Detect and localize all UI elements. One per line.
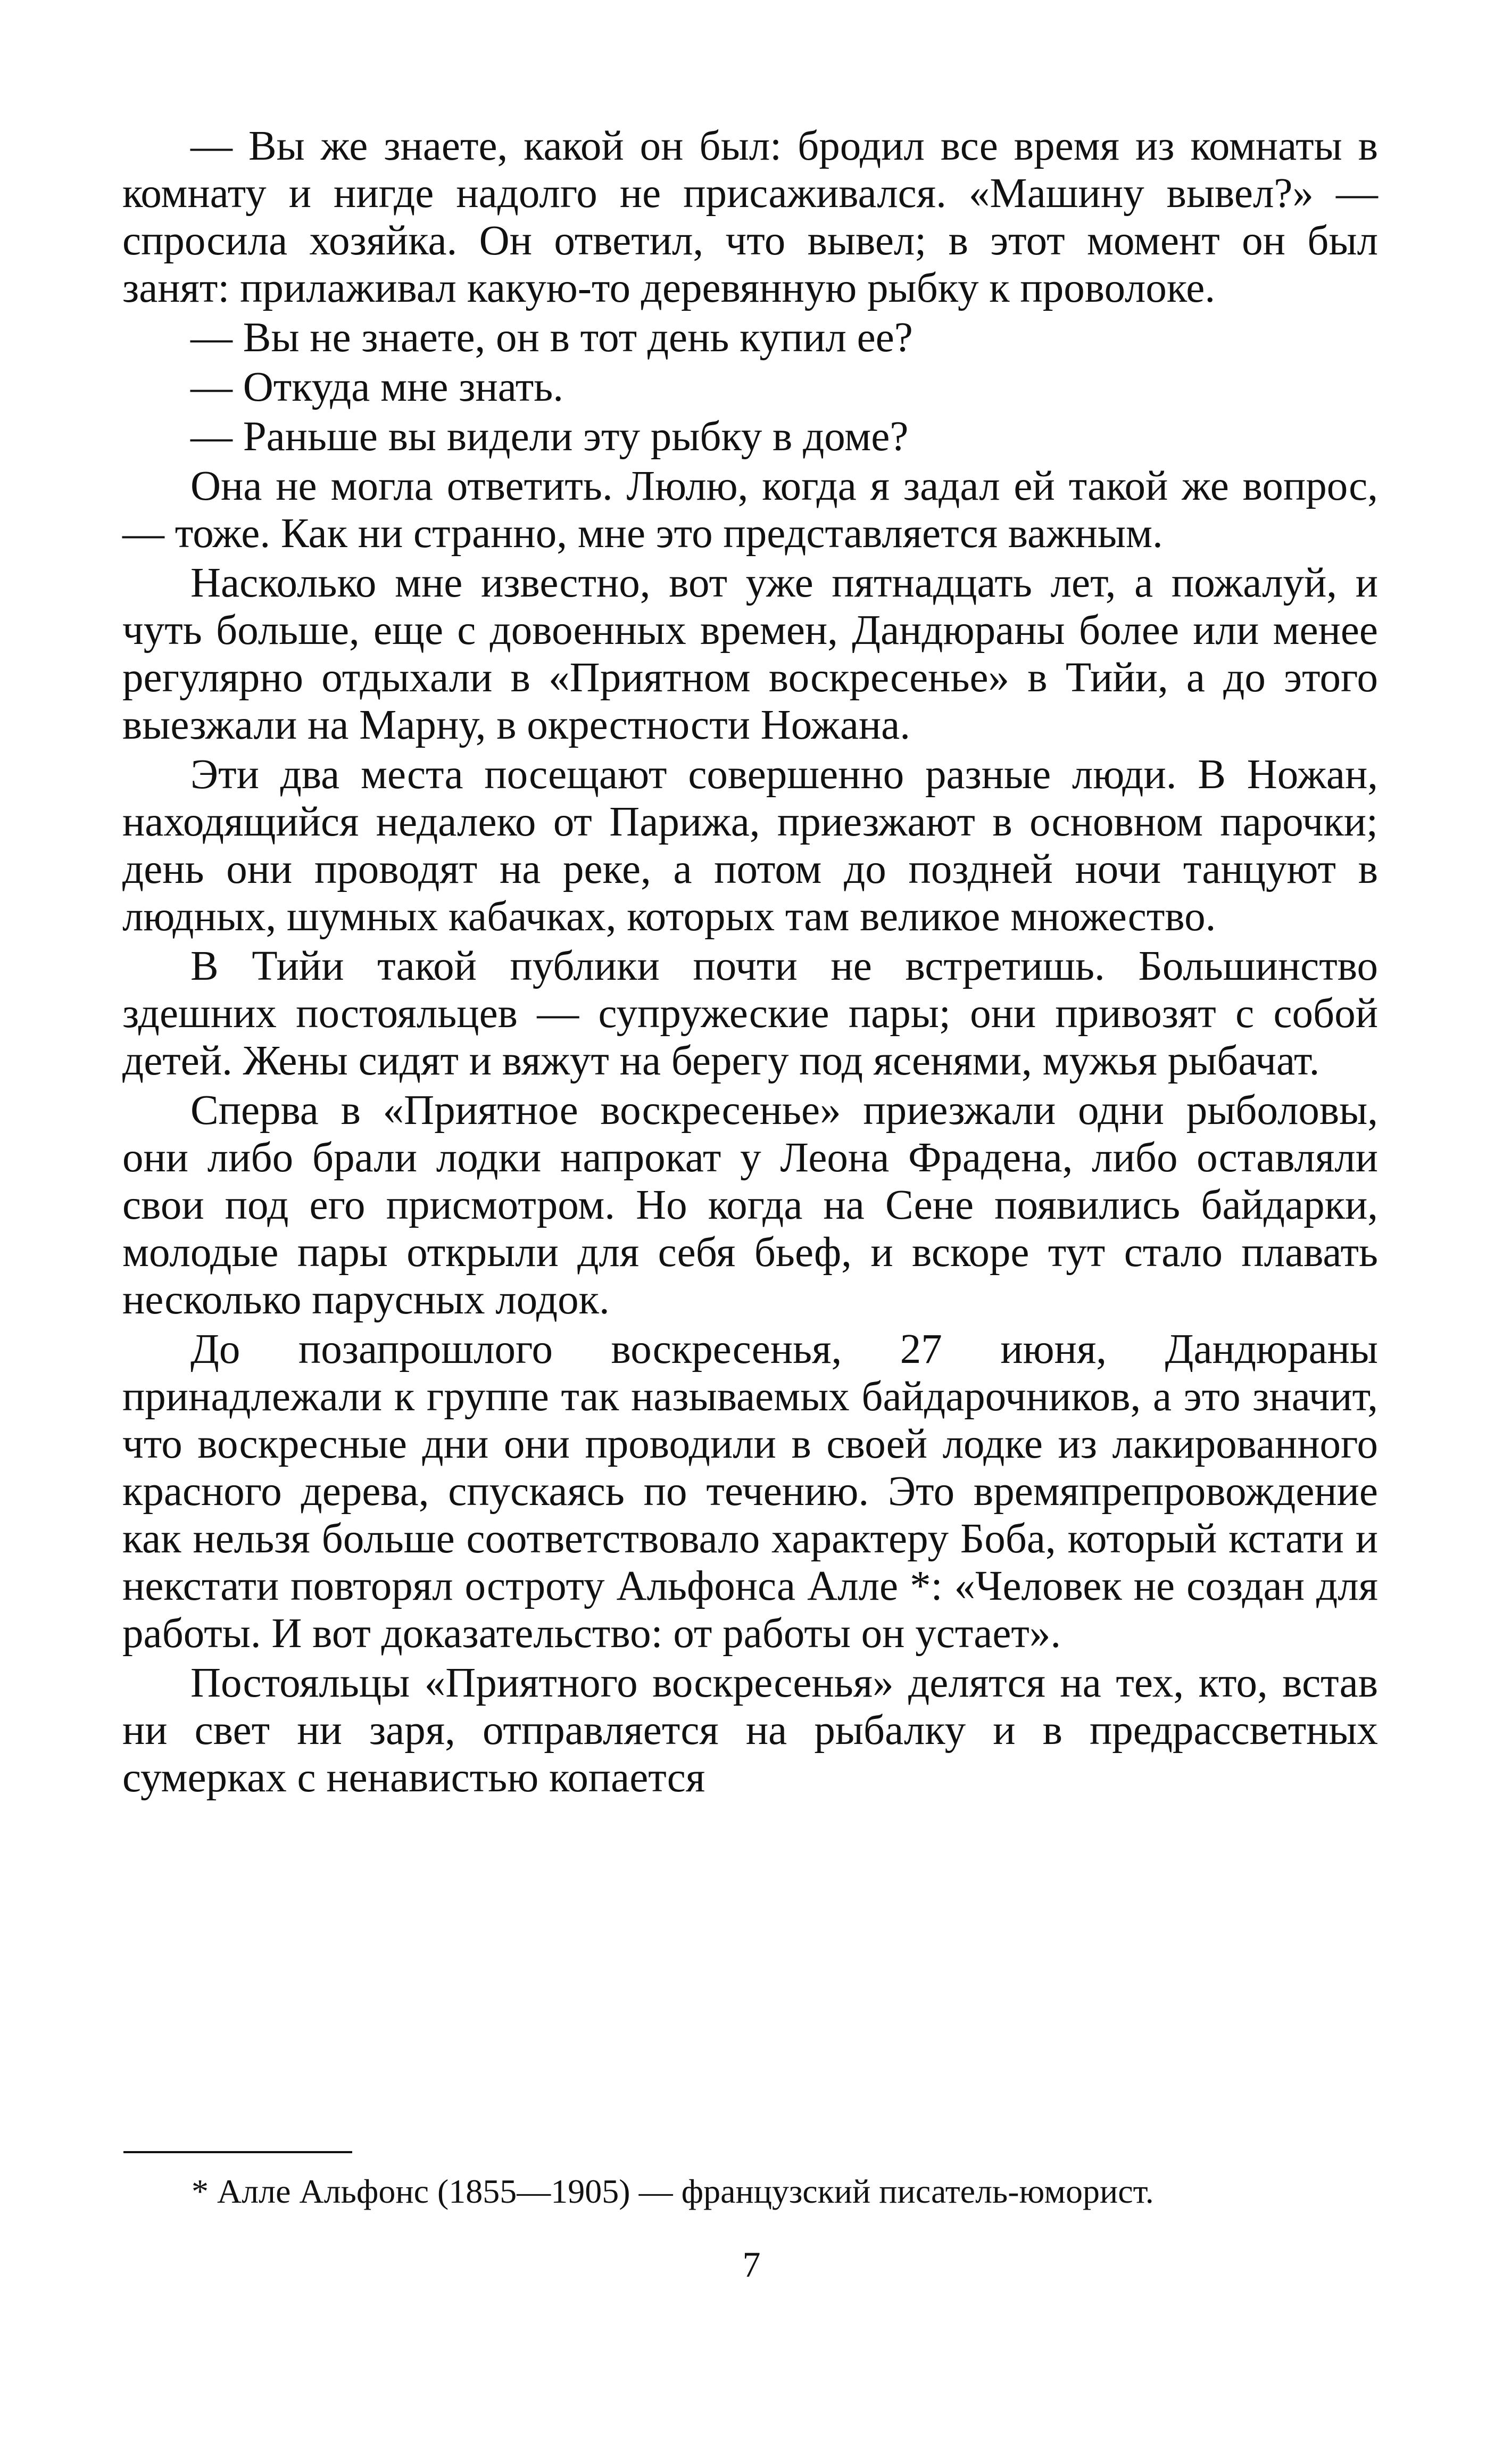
paragraph-2: — Вы не знаете, он в тот день купил ее? <box>190 315 913 361</box>
footnote: * Алле Альфонс (1855—1905) — французский писатель-юморист. <box>192 2172 1154 2210</box>
main-text <box>122 122 1378 1801</box>
paragraph-11: Постояльцы «Приятного воскресенья» делятся на тех, кто, встав ни свет ни заря, отправляется на рыбалку и в предрассветных сумерках с ненавистью копается <box>122 1660 1378 1801</box>
page-number: 7 <box>742 2244 761 2285</box>
footnote-divider <box>123 2151 352 2153</box>
paragraph-1: — Вы же знаете, какой он был: бродил все время из комнаты в комнату и нигде надолго не присаживался. «Машину вывел?» — спросила хозяйка. Он ответил, что вывел; в этот момент он был занят: прилаживал какую-то деревянную рыбку к проволоке. <box>122 123 1378 311</box>
paragraph-5: Она не могла ответить. Люлю, когда я задал ей такой же вопрос, — тоже. Как ни странно, мне это представляется важным. <box>122 463 1378 557</box>
paragraph-9: Сперва в «Приятное воскресенье» приезжали одни рыболовы, они либо брали лодки напрокат у Леона Фрадена, либо оставляли свои под его присмотром. Но когда на Сене появились байдарки, молодые пары открыли для себя бьеф, и вскоре тут стало плавать несколько парусных лодок. <box>122 1087 1378 1323</box>
paragraph-8: В Тийи такой публики почти не встретишь. Большинство здешних постояльцев — супружеские пары; они привозят с собой детей. Жены сидят и вяжут на берегу под ясенями, мужья рыбачат. <box>122 943 1378 1084</box>
paragraph-10: До позапрошлого воскресенья, 27 июня, Дандюраны принадлежали к группе так называемых байдарочников, а это значит, что воскресные дни они проводили в своей лодке из лакированного красного дерева, спускаясь по течению. Это времяпрепровождение как нельзя больше соответствовало характеру Боба, который кстати и некстати повторял остроту Альфонса Алле *: «Человек не создан для работы. И вот доказательство: от работы он устает». <box>122 1326 1378 1657</box>
paragraph-7: Эти два места посещают совершенно разные люди. В Ножан, находящийся недалеко от Парижа, приезжают в основном парочки; день они проводят на реке, а потом до поздней ночи танцуют в людных, шумных кабачках, которых там великое множество. <box>122 751 1378 940</box>
paragraph-4: — Раньше вы видели эту рыбку в доме? <box>190 414 909 460</box>
paragraph-3: — Откуда мне знать. <box>190 364 564 410</box>
paragraph-6: Насколько мне известно, вот уже пятнадцать лет, а пожалуй, и чуть больше, еще с довоенных времен, Дандюраны более или менее регулярно отдыхали в «Приятном воскресенье» в Тийи, а до этого выезжали на Марну, в окрестности Ножана. <box>122 560 1378 748</box>
